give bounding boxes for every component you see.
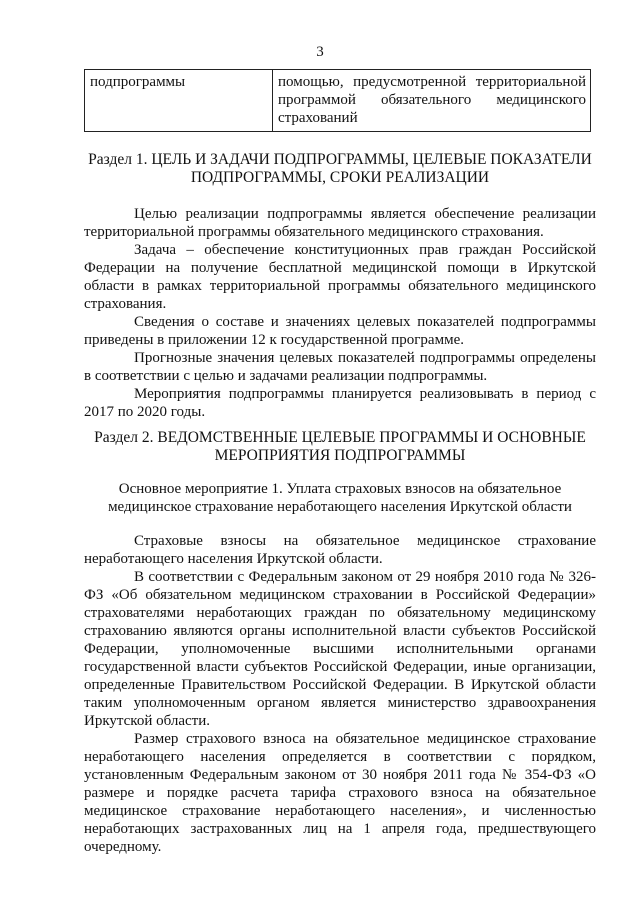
- paragraph: Размер страхового взноса на обязательное медицинское страхование неработающего населения определяется в соответствии с порядком, установленным Федеральным законом от 30 ноября 2011 года № 354-ФЗ «О размере и порядке расчета тарифа страхового взноса на обязательное медицинское страхование неработающего населения», и численностью неработающих застрахованных лиц на 1 апреля года, предшествующего очередному.: [84, 731, 596, 855]
- paragraph: Прогнозные значения целевых показателей подпрограммы определены в соответствии с целью и задачами реализации подпрограммы.: [84, 350, 596, 384]
- table-row: [85, 70, 591, 132]
- table-label-cell: подпрограммы: [85, 70, 273, 132]
- paragraph: Страховые взносы на обязательное медицинское страхование неработающего населения Иркутской области.: [84, 533, 596, 567]
- paragraph: Целью реализации подпрограммы является обеспечение реализации территориальной программы обязательного медицинского страхования.: [84, 206, 596, 240]
- continuation-table: [84, 69, 591, 132]
- section1-heading: Раздел 1. ЦЕЛЬ И ЗАДАЧИ ПОДПРОГРАММЫ, ЦЕЛЕВЫЕ ПОКАЗАТЕЛИ ПОДПРОГРАММЫ, СРОКИ РЕАЛИЗАЦИИ: [88, 151, 592, 186]
- paragraph: Задача – обеспечение конституционных прав граждан Российской Федерации на получение бесплатной медицинской помощи в Иркутской области в рамках территориальной программы обязательного медицинского страхования.: [84, 242, 596, 312]
- page-number: 3: [316, 44, 324, 60]
- section2-subheading: Основное мероприятие 1. Уплата страховых взносов на обязательное медицинское страхование неработающего населения Иркутской области: [108, 481, 572, 515]
- paragraph: Мероприятия подпрограммы планируется реализовывать в период с 2017 по 2020 годы.: [84, 386, 596, 420]
- section2-heading: Раздел 2. ВЕДОМСТВЕННЫЕ ЦЕЛЕВЫЕ ПРОГРАММЫ И ОСНОВНЫЕ МЕРОПРИЯТИЯ ПОДПРОГРАММЫ: [94, 429, 586, 464]
- paragraph: В соответствии с Федеральным законом от 29 ноября 2010 года № 326-ФЗ «Об обязательном медицинском страховании в Российской Федерации» страхователями неработающих граждан по обязательному медицинскому страхованию являются органы исполнительной власти субъектов Российской Федерации, уполномоченные высшими исполнительными органами государственной власти субъектов Российской Федерации, иные организации, определенные Правительством Российской Федерации. В Иркутской области таким уполномоченным органом является министерство здравоохранения Иркутской области.: [84, 569, 596, 729]
- section2-body: [84, 532, 596, 856]
- table-value-cell: помощью, предусмотренной территориальной программой обязательного медицинского страхований: [273, 70, 591, 132]
- section1-body: [84, 205, 596, 421]
- paragraph: Сведения о составе и значениях целевых показателей подпрограммы приведены в приложении 12 к государственной программе.: [84, 314, 596, 348]
